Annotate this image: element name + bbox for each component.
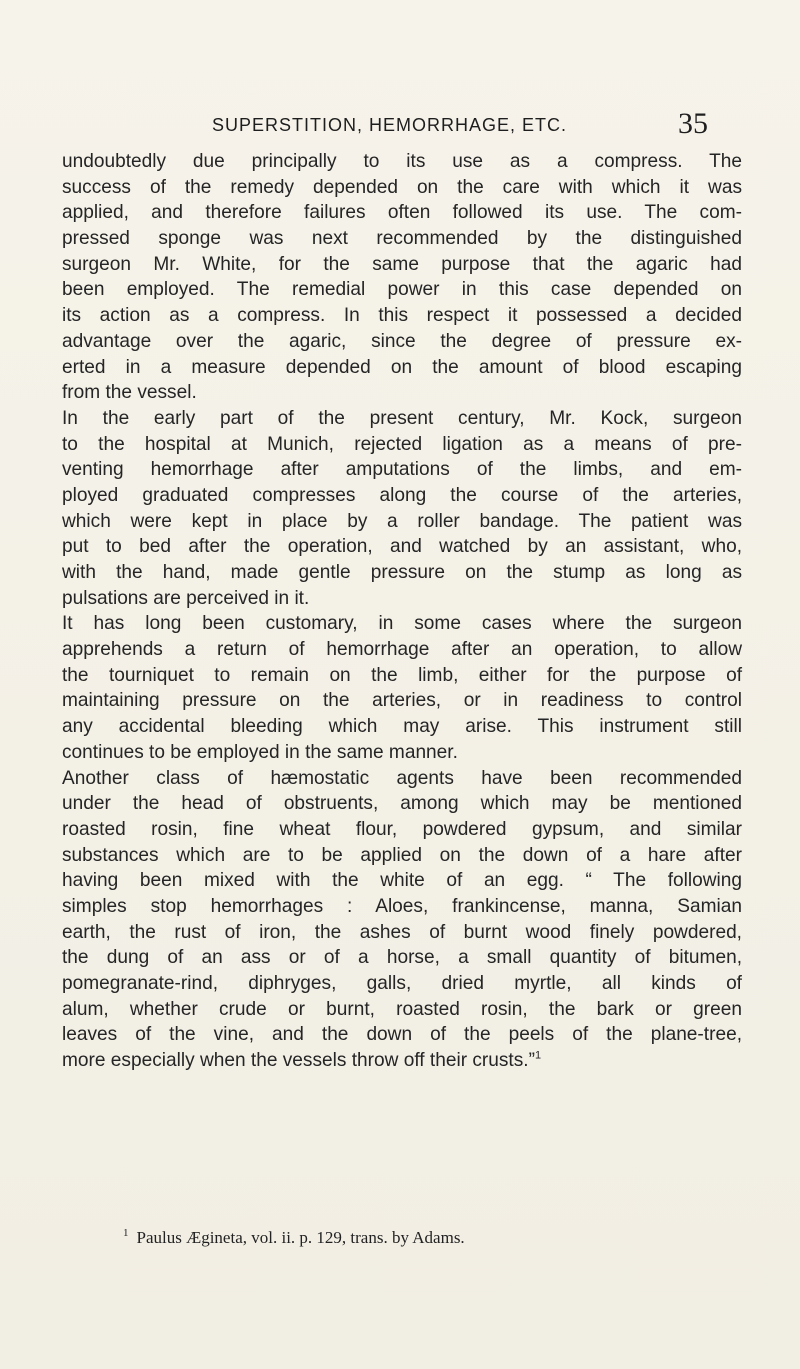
text-line: advantage over the agaric, since the degree of pressure ex- (62, 330, 742, 352)
text-line: having been mixed with the white of an egg. “ The following (62, 870, 742, 892)
text-line: leaves of the vine, and the down of the peels of the plane-tree, (62, 1024, 742, 1046)
text-line: the dung of an ass or of a horse, a small quantity of bitumen, (62, 947, 742, 969)
text-line: applied, and therefore failures often followed its use. The com- (62, 202, 742, 224)
body-text (62, 149, 742, 1074)
text-line: to the hospital at Munich, rejected ligation as a means of pre- (62, 433, 742, 455)
text-line: from the vessel. (62, 382, 197, 404)
text-line: venting hemorrhage after amputations of the limbs, and em- (62, 459, 742, 481)
footnote-reference[interactable]: 1 (534, 1049, 542, 1062)
running-title: SUPERSTITION, HEMORRHAGE, ETC. (212, 115, 568, 135)
text-line: any accidental bleeding which may arise. This instrument still (62, 716, 742, 738)
text-line: undoubtedly due principally to its use as a compress. The (62, 151, 742, 172)
paragraph-1 (62, 149, 742, 406)
text-line: ployed graduated compresses along the course of the arteries, (62, 484, 742, 506)
page-number: 35 (678, 107, 708, 140)
text-line: apprehends a return of hemorrhage after an operation, to allow (62, 639, 742, 661)
text-line: under the head of obstruents, among which may be mentioned (62, 793, 742, 815)
text-line: substances which are to be applied on the down of a hare after (62, 844, 742, 866)
text-line: Another class of hæmostatic agents have been recommended (62, 767, 742, 789)
text-line-final (62, 1048, 742, 1074)
text-line: continues to be employed in the same manner. (62, 741, 458, 763)
text-line: surgeon Mr. White, for the same purpose that the agaric had (62, 253, 742, 275)
text-line: success of the remedy depended on the care with which it was (62, 176, 742, 198)
footnote (123, 1228, 743, 1248)
footnote-mark: 1 (123, 1227, 129, 1240)
text-line: pressed sponge was next recommended by the distinguished (62, 228, 742, 250)
text-line: pomegranate-rind, diphryges, galls, dried myrtle, all kinds of (62, 973, 742, 994)
text-line: pulsations are perceived in it. (62, 587, 310, 609)
running-head (62, 107, 742, 147)
final-line-text: more especially when the vessels throw off their crusts.” (62, 1050, 535, 1072)
text-line: roasted rosin, fine wheat flour, powdered gypsum, and similar (62, 818, 742, 840)
text-line: the tourniquet to remain on the limb, either for the purpose of (62, 664, 742, 686)
footnote-text: Paulus Ægineta, vol. ii. p. 129, trans. by Adams. (136, 1228, 465, 1247)
text-line: alum, whether crude or burnt, roasted rosin, the bark or green (62, 998, 742, 1020)
paragraph-3 (62, 611, 742, 765)
paragraph-4 (62, 766, 742, 1074)
text-line: its action as a compress. In this respect it possessed a decided (62, 305, 742, 327)
text-line: been employed. The remedial power in this case depended on (62, 279, 742, 301)
paragraph-2 (62, 406, 742, 612)
text-line: with the hand, made gentle pressure on the stump as long as (62, 562, 742, 583)
text-line: put to bed after the operation, and watched by an assistant, who, (62, 536, 742, 558)
text-line: which were kept in place by a roller bandage. The patient was (62, 510, 742, 532)
text-line: In the early part of the present century, Mr. Kock, surgeon (62, 407, 742, 429)
text-line: It has long been customary, in some cases where the surgeon (62, 613, 742, 635)
text-line: erted in a measure depended on the amount of blood escaping (62, 356, 742, 378)
text-line: simples stop hemorrhages : Aloes, frankincense, manna, Samian (62, 895, 742, 917)
text-line: earth, the rust of iron, the ashes of burnt wood finely powdered, (62, 921, 742, 943)
text-line: maintaining pressure on the arteries, or in readiness to control (62, 690, 742, 712)
